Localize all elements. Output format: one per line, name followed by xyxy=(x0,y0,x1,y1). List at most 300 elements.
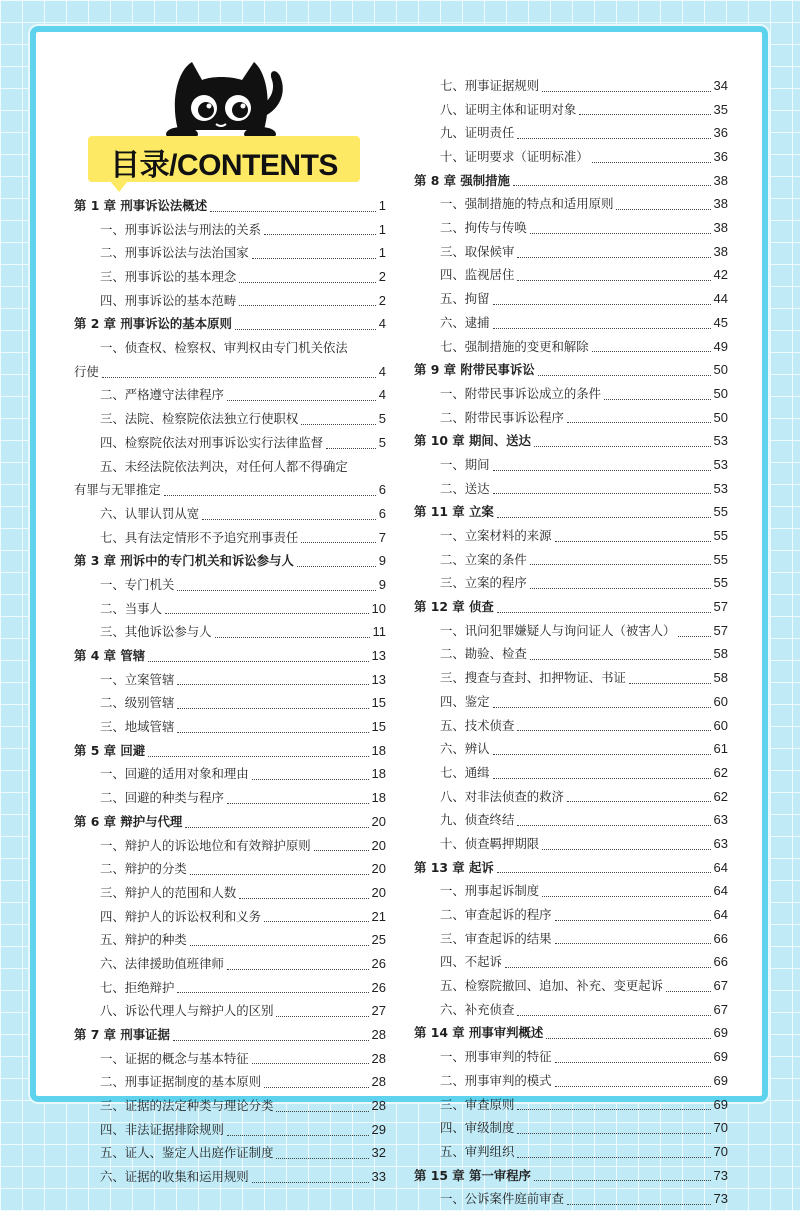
toc-entry-row[interactable] xyxy=(74,763,386,787)
page-number: 55 xyxy=(713,551,728,567)
leader-dots xyxy=(534,1179,711,1181)
entry-title: 有罪与无罪推定 xyxy=(74,482,161,498)
entry-title: 三、法院、检察院依法独立行使职权 xyxy=(100,411,299,427)
page-number: 62 xyxy=(713,764,728,780)
leader-dots xyxy=(517,1132,710,1134)
leader-dots xyxy=(297,565,376,567)
entry-title: 六、证据的收集和运用规则 xyxy=(100,1169,249,1185)
toc-entry-row[interactable] xyxy=(414,264,728,288)
toc-chapter-row[interactable] xyxy=(414,595,728,619)
entry-title: 一、证据的概念与基本特征 xyxy=(100,1050,249,1066)
entry-title: 七、通缉 xyxy=(440,764,490,780)
leader-dots xyxy=(497,871,711,873)
page-number: 21 xyxy=(371,908,386,924)
toc-entry-row[interactable] xyxy=(414,1045,728,1069)
leader-dots xyxy=(493,303,711,305)
toc-entry-row[interactable] xyxy=(414,619,728,643)
chapter-title: 第 11 章 立案 xyxy=(414,504,494,520)
entry-title: 十、侦查羁押期限 xyxy=(440,835,540,851)
toc-entry-row[interactable] xyxy=(414,287,728,311)
toc-entry-row[interactable] xyxy=(414,382,728,406)
toc-entry-row[interactable] xyxy=(74,502,386,526)
page-number: 11 xyxy=(372,624,386,640)
entry-title: 二、辩护的分类 xyxy=(100,861,187,877)
leader-dots xyxy=(165,612,369,614)
page-number: 53 xyxy=(713,456,728,472)
entry-title: 二、级别管辖 xyxy=(100,695,175,711)
leader-dots xyxy=(497,516,711,518)
page-number: 38 xyxy=(713,172,728,188)
leader-dots xyxy=(148,755,368,757)
leader-dots xyxy=(616,208,710,210)
leader-dots xyxy=(517,256,710,258)
chapter-title: 第 1 章 刑事诉讼法概述 xyxy=(74,197,208,213)
page-number: 18 xyxy=(371,790,386,806)
leader-dots xyxy=(517,729,710,731)
toc-chapter-row[interactable] xyxy=(414,500,728,524)
leader-dots xyxy=(517,1156,710,1158)
entry-title: 四、鉴定 xyxy=(440,693,490,709)
entry-title: 三、审查起诉的结果 xyxy=(440,930,552,946)
toc-chapter-row[interactable] xyxy=(74,810,386,834)
leader-dots xyxy=(505,966,711,968)
toc-entry-row[interactable] xyxy=(74,999,386,1023)
toc-entry-row[interactable] xyxy=(74,976,386,1000)
leader-dots xyxy=(235,328,376,330)
toc-entry-row[interactable] xyxy=(414,879,728,903)
entry-title: 七、强制措施的变更和解除 xyxy=(440,338,589,354)
page-number: 20 xyxy=(371,813,386,829)
page-number: 55 xyxy=(713,575,728,591)
page-number: 20 xyxy=(371,837,386,853)
entry-title: 一、辩护人的诉讼地位和有效辩护原则 xyxy=(100,837,311,853)
leader-dots xyxy=(227,968,369,970)
page-number: 70 xyxy=(713,1120,728,1136)
leader-dots xyxy=(177,683,368,685)
page-number: 18 xyxy=(371,742,386,758)
leader-dots xyxy=(177,991,368,993)
toc-entry-row[interactable] xyxy=(414,311,728,335)
toc-entry-row[interactable] xyxy=(74,786,386,810)
leader-dots xyxy=(252,257,376,259)
toc-entry-row[interactable] xyxy=(414,690,728,714)
entry-title: 四、监视居住 xyxy=(440,267,515,283)
chapter-title: 第 3 章 刑诉中的专门机关和诉讼参与人 xyxy=(74,553,294,569)
entry-title: 二、当事人 xyxy=(100,600,162,616)
page-number: 28 xyxy=(371,1027,386,1043)
leader-dots xyxy=(227,1134,369,1136)
chapter-title: 第 9 章 附带民事诉讼 xyxy=(414,362,535,378)
toc-chapter-row[interactable] xyxy=(74,549,386,573)
chapter-title: 第 14 章 刑事审判概述 xyxy=(414,1025,544,1041)
toc-left-column xyxy=(74,194,386,1189)
toc-entry-row[interactable] xyxy=(414,145,728,169)
entry-title: 五、证人、鉴定人出庭作证制度 xyxy=(100,1145,274,1161)
entry-title: 一、刑事诉讼法与刑法的关系 xyxy=(100,221,262,237)
toc-entry-row[interactable] xyxy=(414,1116,728,1140)
toc-entry-row[interactable] xyxy=(74,336,386,360)
toc-chapter-row[interactable] xyxy=(74,312,386,336)
leader-dots xyxy=(530,587,711,589)
toc-entry-row[interactable] xyxy=(414,832,728,856)
leader-dots xyxy=(227,802,369,804)
toc-chapter-row[interactable] xyxy=(414,1022,728,1046)
toc-entry-row[interactable] xyxy=(74,1118,386,1142)
entry-title: 一、公诉案件庭前审查 xyxy=(440,1191,564,1207)
toc-entry-row[interactable] xyxy=(74,384,386,408)
leader-dots xyxy=(555,1085,711,1087)
toc-entry-row[interactable] xyxy=(74,289,386,313)
page-number: 69 xyxy=(713,1025,728,1041)
page-number: 63 xyxy=(713,812,728,828)
leader-dots xyxy=(530,658,711,660)
leader-dots xyxy=(555,540,711,542)
page-number: 50 xyxy=(713,385,728,401)
toc-entry-row[interactable] xyxy=(74,1047,386,1071)
entry-title: 行使 xyxy=(74,363,99,379)
leader-dots xyxy=(604,398,710,400)
toc-entry-row[interactable] xyxy=(414,714,728,738)
leader-dots xyxy=(215,636,370,638)
toc-chapter-row[interactable] xyxy=(414,1164,728,1188)
page-number: 20 xyxy=(371,884,386,900)
page-number: 1 xyxy=(378,245,386,261)
page-number: 63 xyxy=(713,835,728,851)
page-number: 58 xyxy=(713,646,728,662)
page-number: 6 xyxy=(378,505,386,521)
toc-entry-row[interactable] xyxy=(414,785,728,809)
toc-entry-row[interactable] xyxy=(74,691,386,715)
page-number: 2 xyxy=(378,292,386,308)
toc-entry-row[interactable] xyxy=(74,478,386,502)
toc-entry-row[interactable] xyxy=(414,808,728,832)
toc-chapter-row[interactable] xyxy=(414,856,728,880)
toc-entry-row[interactable] xyxy=(414,643,728,667)
page-number: 25 xyxy=(371,932,386,948)
toc-entry-row[interactable] xyxy=(74,952,386,976)
entry-title: 一、专门机关 xyxy=(100,576,175,592)
entry-title: 一、期间 xyxy=(440,456,490,472)
entry-title: 三、取保候审 xyxy=(440,243,515,259)
toc-entry-row[interactable] xyxy=(414,453,728,477)
chapter-title: 第 10 章 期间、送达 xyxy=(414,433,531,449)
page-number: 55 xyxy=(713,528,728,544)
toc-entry-row[interactable] xyxy=(414,1093,728,1117)
entry-title: 三、其他诉讼参与人 xyxy=(100,624,212,640)
page-number: 26 xyxy=(371,955,386,971)
entry-title: 六、辨认 xyxy=(440,741,490,757)
page-number: 34 xyxy=(713,77,728,93)
toc-entry-row[interactable] xyxy=(74,526,386,550)
toc-chapter-row[interactable] xyxy=(74,644,386,668)
entry-title: 一、回避的适用对象和理由 xyxy=(100,766,249,782)
entry-title: 二、拘传与传唤 xyxy=(440,220,527,236)
leader-dots xyxy=(629,682,711,684)
toc-entry-row[interactable] xyxy=(74,1142,386,1166)
leader-dots xyxy=(666,990,711,992)
leader-dots xyxy=(517,137,710,139)
page-number: 67 xyxy=(713,1001,728,1017)
entry-title: 二、严格遵守法律程序 xyxy=(100,387,224,403)
entry-title: 四、不起诉 xyxy=(440,954,502,970)
entry-title: 四、检察院依法对刑事诉讼实行法律监督 xyxy=(100,434,324,450)
leader-dots xyxy=(177,707,368,709)
chapter-title: 第 12 章 侦查 xyxy=(414,599,494,615)
page-number: 42 xyxy=(713,267,728,283)
page-number: 13 xyxy=(371,648,386,664)
entry-title: 七、拒绝辩护 xyxy=(100,979,175,995)
entry-title: 五、检察院撤回、追加、补充、变更起诉 xyxy=(440,978,664,994)
entry-title: 四、辩护人的诉讼权利和义务 xyxy=(100,908,262,924)
toc-entry-row[interactable] xyxy=(414,761,728,785)
leader-dots xyxy=(517,1014,710,1016)
toc-entry-row[interactable] xyxy=(414,477,728,501)
leader-dots xyxy=(239,304,375,306)
chapter-title: 第 7 章 刑事证据 xyxy=(74,1027,170,1043)
page-number: 60 xyxy=(713,693,728,709)
page-number: 15 xyxy=(371,695,386,711)
entry-title: 七、具有法定情形不予追究刑事责任 xyxy=(100,529,299,545)
entry-title: 三、证据的法定种类与理论分类 xyxy=(100,1098,274,1114)
page-number: 26 xyxy=(371,979,386,995)
toc-entry-row[interactable] xyxy=(414,524,728,548)
toc-entry-row[interactable] xyxy=(74,1070,386,1094)
page-number: 6 xyxy=(378,482,386,498)
page-number: 50 xyxy=(713,362,728,378)
page-number: 49 xyxy=(713,338,728,354)
page-number: 44 xyxy=(713,291,728,307)
page-number: 18 xyxy=(371,766,386,782)
leader-dots xyxy=(276,1157,368,1159)
toc-entry-row[interactable] xyxy=(414,240,728,264)
page-number: 64 xyxy=(713,907,728,923)
page-number: 1 xyxy=(378,197,386,213)
leader-dots xyxy=(555,942,711,944)
leader-dots xyxy=(264,1086,368,1088)
toc-entry-row[interactable] xyxy=(414,737,728,761)
page-number: 57 xyxy=(713,599,728,615)
toc-entry-row[interactable] xyxy=(414,192,728,216)
page-number: 4 xyxy=(378,316,386,332)
toc-entry-row[interactable] xyxy=(414,1069,728,1093)
toc-entry-row[interactable] xyxy=(74,834,386,858)
toc-entry-row[interactable] xyxy=(74,455,386,479)
leader-dots xyxy=(301,541,376,543)
page-number: 9 xyxy=(378,553,386,569)
entry-title: 二、刑事审判的模式 xyxy=(440,1072,552,1088)
leader-dots xyxy=(264,233,376,235)
toc-entry-row[interactable] xyxy=(74,857,386,881)
page-number: 45 xyxy=(713,314,728,330)
toc-entry-row[interactable] xyxy=(414,1187,728,1211)
toc-entry-row[interactable] xyxy=(414,121,728,145)
toc-entry-row[interactable] xyxy=(414,406,728,430)
toc-entry-row[interactable] xyxy=(414,216,728,240)
leader-dots xyxy=(542,848,710,850)
entry-title: 八、证明主体和证明对象 xyxy=(440,101,577,117)
toc-entry-row[interactable] xyxy=(414,998,728,1022)
leader-dots xyxy=(567,800,711,802)
page-number: 69 xyxy=(713,1049,728,1065)
leader-dots xyxy=(252,1062,369,1064)
chapter-title: 第 5 章 回避 xyxy=(74,742,146,758)
chapter-title: 第 15 章 第一审程序 xyxy=(414,1167,531,1183)
toc-entry-row[interactable] xyxy=(74,1094,386,1118)
page-number: 58 xyxy=(713,670,728,686)
page-number: 33 xyxy=(371,1169,386,1185)
page-number: 20 xyxy=(371,861,386,877)
leader-dots xyxy=(177,731,368,733)
toc-entry-row[interactable] xyxy=(74,715,386,739)
leader-dots xyxy=(493,492,711,494)
page-number: 28 xyxy=(371,1074,386,1090)
leader-dots xyxy=(276,1110,368,1112)
leader-dots xyxy=(555,919,711,921)
toc-entry-row[interactable] xyxy=(74,431,386,455)
toc-entry-row[interactable] xyxy=(74,620,386,644)
entry-title: 九、侦查终结 xyxy=(440,812,515,828)
toc-entry-row[interactable] xyxy=(74,1165,386,1189)
entry-title: 三、搜查与查封、扣押物证、书证 xyxy=(440,670,626,686)
toc-entry-row[interactable] xyxy=(414,1140,728,1164)
entry-title: 八、诉讼代理人与辩护人的区别 xyxy=(100,1003,274,1019)
page-number: 28 xyxy=(371,1098,386,1114)
leader-dots xyxy=(534,445,711,447)
toc-chapter-row[interactable] xyxy=(74,194,386,218)
leader-dots xyxy=(177,589,375,591)
entry-title: 二、刑事诉讼法与法治国家 xyxy=(100,245,249,261)
page-number: 64 xyxy=(713,859,728,875)
page-number: 67 xyxy=(713,978,728,994)
entry-title: 九、证明责任 xyxy=(440,125,515,141)
toc-entry-row[interactable] xyxy=(74,668,386,692)
entry-title: 一、立案管辖 xyxy=(100,671,175,687)
leader-dots xyxy=(567,421,711,423)
page-number: 62 xyxy=(713,788,728,804)
entry-title: 一、附带民事诉讼成立的条件 xyxy=(440,385,602,401)
toc-entry-row[interactable] xyxy=(74,265,386,289)
toc-entry-row[interactable] xyxy=(414,98,728,122)
entry-title: 六、法律援助值班律师 xyxy=(100,955,224,971)
leader-dots xyxy=(239,281,375,283)
leader-dots xyxy=(148,660,368,662)
entry-title: 六、认罪认罚从宽 xyxy=(100,505,200,521)
entry-title: 二、刑事证据制度的基本原则 xyxy=(100,1074,262,1090)
page-number: 7 xyxy=(378,529,386,545)
toc-entry-row[interactable] xyxy=(414,335,728,359)
toc-entry-row[interactable] xyxy=(74,573,386,597)
toc-entry-row[interactable] xyxy=(414,974,728,998)
page-number: 55 xyxy=(713,504,728,520)
page-number: 4 xyxy=(378,387,386,403)
toc-chapter-row[interactable] xyxy=(74,739,386,763)
page-number: 38 xyxy=(713,220,728,236)
leader-dots xyxy=(314,849,369,851)
toc-entry-row[interactable] xyxy=(414,571,728,595)
chapter-title: 第 8 章 强制措施 xyxy=(414,172,510,188)
leader-dots xyxy=(493,777,711,779)
leader-dots xyxy=(530,563,711,565)
page-number: 15 xyxy=(371,719,386,735)
entry-title: 二、审查起诉的程序 xyxy=(440,907,552,923)
entry-title: 八、对非法侦查的救济 xyxy=(440,788,564,804)
leader-dots xyxy=(264,920,368,922)
leader-dots xyxy=(579,113,710,115)
page-number: 66 xyxy=(713,930,728,946)
leader-dots xyxy=(185,826,368,828)
leader-dots xyxy=(493,327,711,329)
page-number: 66 xyxy=(713,954,728,970)
toc-entry-row[interactable] xyxy=(74,905,386,929)
page-number: 73 xyxy=(713,1191,728,1207)
chapter-title: 第 2 章 刑事诉讼的基本原则 xyxy=(74,316,232,332)
page-number: 32 xyxy=(371,1145,386,1161)
page-number: 36 xyxy=(713,149,728,165)
toc-entry-row[interactable] xyxy=(414,950,728,974)
toc-entry-row[interactable] xyxy=(74,881,386,905)
toc-entry-row[interactable] xyxy=(74,407,386,431)
page-number: 35 xyxy=(713,101,728,117)
toc-entry-row[interactable] xyxy=(414,548,728,572)
page-number: 64 xyxy=(713,883,728,899)
title-banner xyxy=(88,136,360,182)
entry-title: 三、刑事诉讼的基本理念 xyxy=(100,269,237,285)
leader-dots xyxy=(164,494,376,496)
leader-dots xyxy=(493,753,711,755)
leader-dots xyxy=(190,944,369,946)
page-number: 50 xyxy=(713,409,728,425)
entry-title: 三、审查原则 xyxy=(440,1096,515,1112)
toc-entry-row[interactable] xyxy=(74,218,386,242)
toc-chapter-row[interactable] xyxy=(414,358,728,382)
page-number: 2 xyxy=(378,269,386,285)
leader-dots xyxy=(517,279,710,281)
leader-dots xyxy=(517,1108,710,1110)
entry-title: 四、审级制度 xyxy=(440,1120,515,1136)
toc-entry-row[interactable] xyxy=(414,903,728,927)
page-number: 73 xyxy=(713,1167,728,1183)
entry-title: 一、刑事起诉制度 xyxy=(440,883,540,899)
entry-title: 二、回避的种类与程序 xyxy=(100,790,224,806)
entry-title: 二、立案的条件 xyxy=(440,551,527,567)
page-number: 5 xyxy=(378,411,386,427)
entry-title: 一、刑事审判的特征 xyxy=(440,1049,552,1065)
leader-dots xyxy=(326,447,376,449)
entry-title: 一、讯问犯罪嫌疑人与询问证人（被害人） xyxy=(440,622,676,638)
toc-entry-row[interactable] xyxy=(74,360,386,384)
toc-chapter-row[interactable] xyxy=(414,169,728,193)
toc-entry-row[interactable] xyxy=(74,241,386,265)
entry-title: 一、侦查权、检察权、审判权由专门机关依法 xyxy=(100,340,348,356)
toc-chapter-row[interactable] xyxy=(414,429,728,453)
toc-entry-row[interactable] xyxy=(414,74,728,98)
leader-dots xyxy=(538,374,711,376)
toc-entry-row[interactable] xyxy=(414,927,728,951)
leader-dots xyxy=(567,1203,711,1205)
toc-entry-row[interactable] xyxy=(414,666,728,690)
leader-dots xyxy=(678,635,710,637)
leader-dots xyxy=(592,350,711,352)
toc-entry-row[interactable] xyxy=(74,928,386,952)
page-title: 目录/CONTENTS xyxy=(110,149,338,182)
page-number: 57 xyxy=(713,622,728,638)
leader-dots xyxy=(546,1037,710,1039)
toc-entry-row[interactable] xyxy=(74,597,386,621)
page-number: 53 xyxy=(713,433,728,449)
toc-chapter-row[interactable] xyxy=(74,1023,386,1047)
toc-right-column xyxy=(414,74,728,1211)
page-number: 69 xyxy=(713,1096,728,1112)
